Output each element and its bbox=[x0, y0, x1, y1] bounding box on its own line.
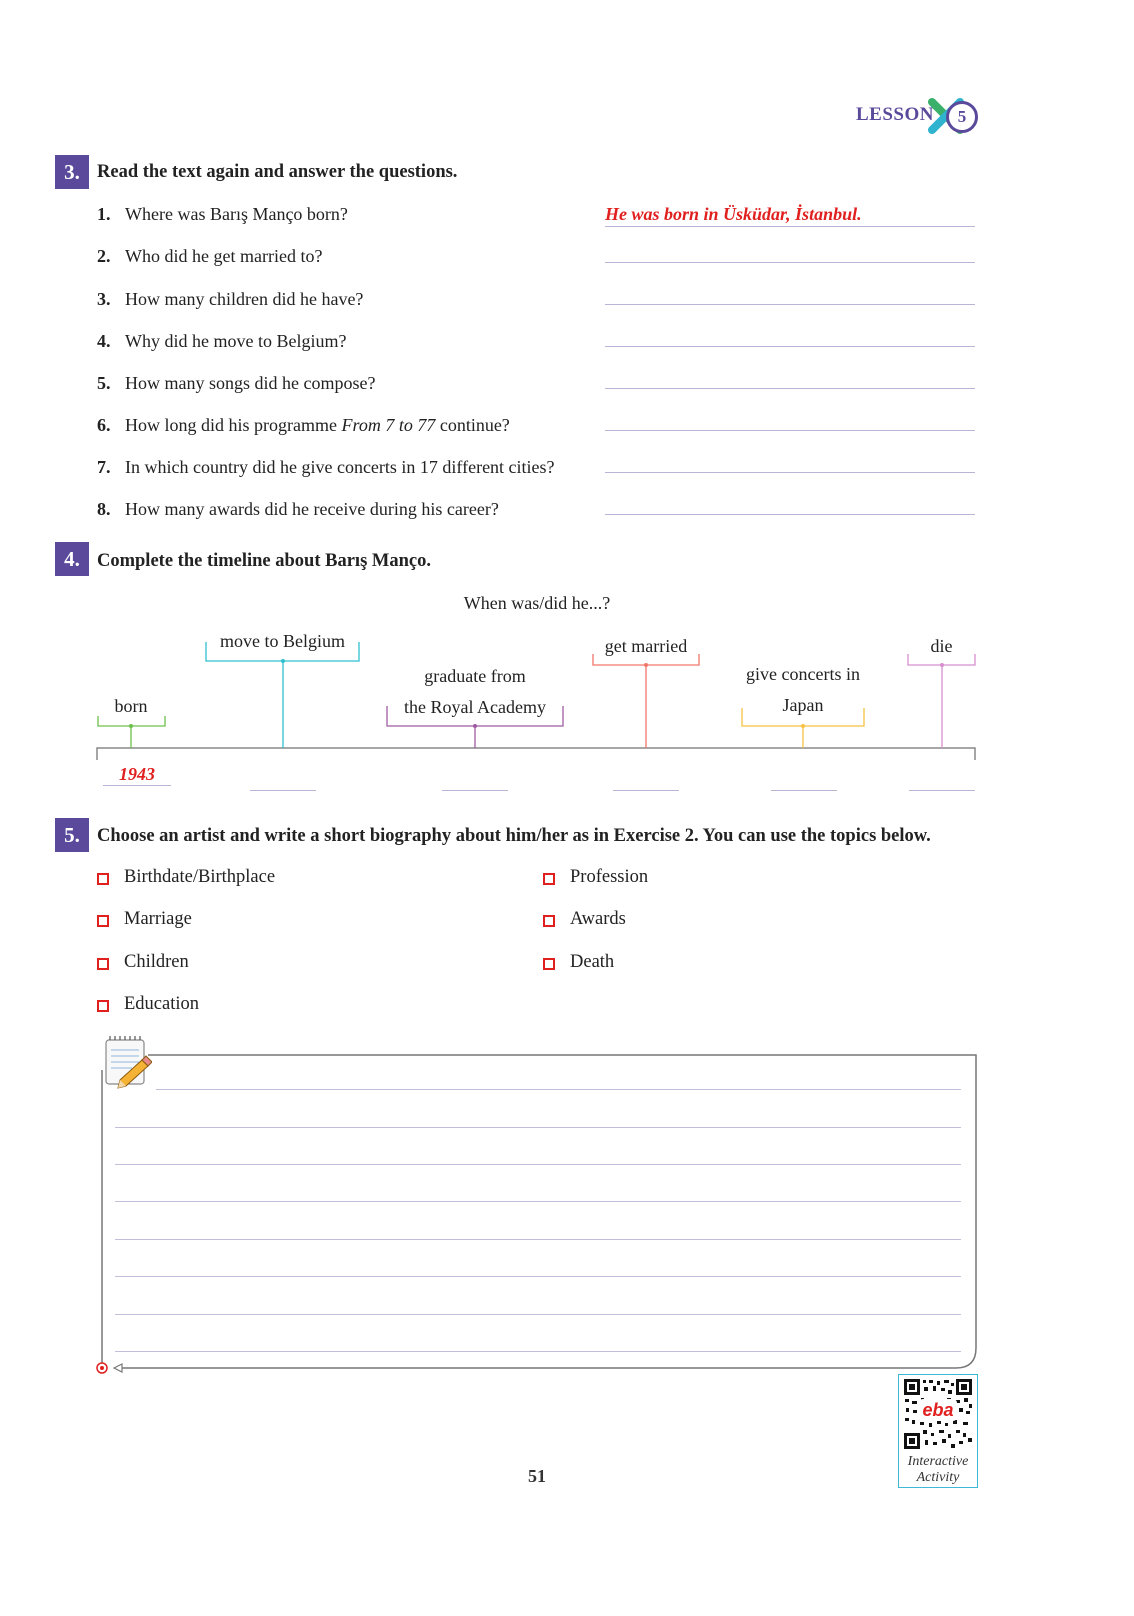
topic-item: Profession bbox=[570, 867, 649, 887]
answer-line-2[interactable] bbox=[605, 262, 975, 263]
lesson-number-badge: 5 bbox=[946, 101, 978, 133]
bullet-icon bbox=[97, 873, 109, 885]
answer-line-5[interactable] bbox=[605, 388, 975, 389]
qr-caption-line1: Interactive bbox=[907, 1454, 969, 1469]
question-4: 4. Why did he move to Belgium? bbox=[97, 331, 347, 351]
bullet-icon bbox=[543, 958, 555, 970]
exercise-4-number: 4. bbox=[55, 542, 89, 576]
writing-line[interactable] bbox=[115, 1127, 961, 1128]
writing-line[interactable] bbox=[115, 1314, 961, 1315]
answer-line-6[interactable] bbox=[605, 430, 975, 431]
lesson-header bbox=[856, 104, 934, 126]
question-2: 2. Who did he get married to? bbox=[97, 246, 323, 266]
timeline-event-concerts-line1: give concerts in bbox=[746, 664, 860, 684]
answer-line-3[interactable] bbox=[605, 304, 975, 305]
bullet-icon bbox=[543, 873, 555, 885]
answer-1[interactable]: He was born in Üsküdar, İstanbul. bbox=[605, 204, 862, 224]
answer-line-1[interactable] bbox=[605, 226, 975, 227]
bullet-icon bbox=[97, 915, 109, 927]
timeline-event-concerts-line2: Japan bbox=[782, 695, 824, 715]
question-5: 5. How many songs did he compose? bbox=[97, 373, 376, 393]
bullet-icon bbox=[543, 915, 555, 927]
timeline-event-die: die bbox=[930, 636, 953, 656]
writing-line[interactable] bbox=[115, 1276, 961, 1277]
topic-item: Death bbox=[570, 952, 615, 972]
writing-line[interactable] bbox=[115, 1201, 961, 1202]
answer-line-8[interactable] bbox=[605, 514, 975, 515]
exercise-3-number: 3. bbox=[55, 155, 89, 189]
answer-line-4[interactable] bbox=[605, 346, 975, 347]
topic-item: Awards bbox=[570, 909, 626, 929]
topic-item: Education bbox=[124, 994, 200, 1014]
exercise-5-number: 5. bbox=[55, 818, 89, 852]
timeline-prompt: When was/did he...? bbox=[463, 593, 611, 613]
question-7: 7. In which country did he give concerts in 17 different cities? bbox=[97, 457, 555, 477]
topic-item: Marriage bbox=[124, 909, 192, 929]
bullet-icon bbox=[97, 958, 109, 970]
exercise-5-title: Choose an artist and write a short biography about him/her as in Exercise 2. You can use the topics below. bbox=[97, 826, 931, 846]
writing-line[interactable] bbox=[115, 1351, 961, 1352]
timeline-event-graduate-line2: the Royal Academy bbox=[404, 697, 546, 717]
timeline-blank-3[interactable] bbox=[442, 790, 508, 791]
timeline-event-married: get married bbox=[604, 636, 688, 656]
qr-code-block[interactable] bbox=[898, 1374, 978, 1488]
timeline-blank-4[interactable] bbox=[613, 790, 679, 791]
question-6: 6. How long did his programme From 7 to 77 continue? bbox=[97, 415, 510, 435]
answer-line-7[interactable] bbox=[605, 472, 975, 473]
timeline-blank-6[interactable] bbox=[909, 790, 975, 791]
topic-item: Children bbox=[124, 952, 189, 972]
exercise-4-title: Complete the timeline about Barış Manço. bbox=[97, 551, 431, 571]
timeline-year-born[interactable]: 1943 bbox=[119, 764, 155, 784]
bullet-icon bbox=[97, 1000, 109, 1012]
writing-line[interactable] bbox=[115, 1239, 961, 1240]
eba-logo: eba bbox=[919, 1399, 957, 1421]
question-1: 1. Where was Barış Manço born? bbox=[97, 204, 348, 224]
writing-line[interactable] bbox=[115, 1164, 961, 1165]
timeline-event-born: born bbox=[114, 696, 148, 716]
exercise-3-title: Read the text again and answer the questions. bbox=[97, 162, 458, 182]
lesson-label: LESSON bbox=[856, 104, 934, 125]
writing-box-frame bbox=[90, 1040, 990, 1380]
question-3: 3. How many children did he have? bbox=[97, 289, 364, 309]
notepad-pencil-icon bbox=[102, 1034, 152, 1090]
timeline-blank-2[interactable] bbox=[250, 790, 316, 791]
timeline-blank-1[interactable] bbox=[103, 785, 171, 786]
question-8: 8. How many awards did he receive during his career? bbox=[97, 499, 499, 519]
qr-caption-line2: Activity bbox=[916, 1470, 960, 1485]
writing-line[interactable] bbox=[156, 1089, 961, 1090]
timeline-blank-5[interactable] bbox=[771, 790, 837, 791]
page-number: 51 bbox=[528, 1466, 546, 1486]
topic-item: Birthdate/Birthplace bbox=[124, 867, 276, 887]
timeline-event-move-belgium: move to Belgium bbox=[220, 631, 345, 651]
timeline-event-graduate-line1: graduate from bbox=[424, 666, 526, 686]
